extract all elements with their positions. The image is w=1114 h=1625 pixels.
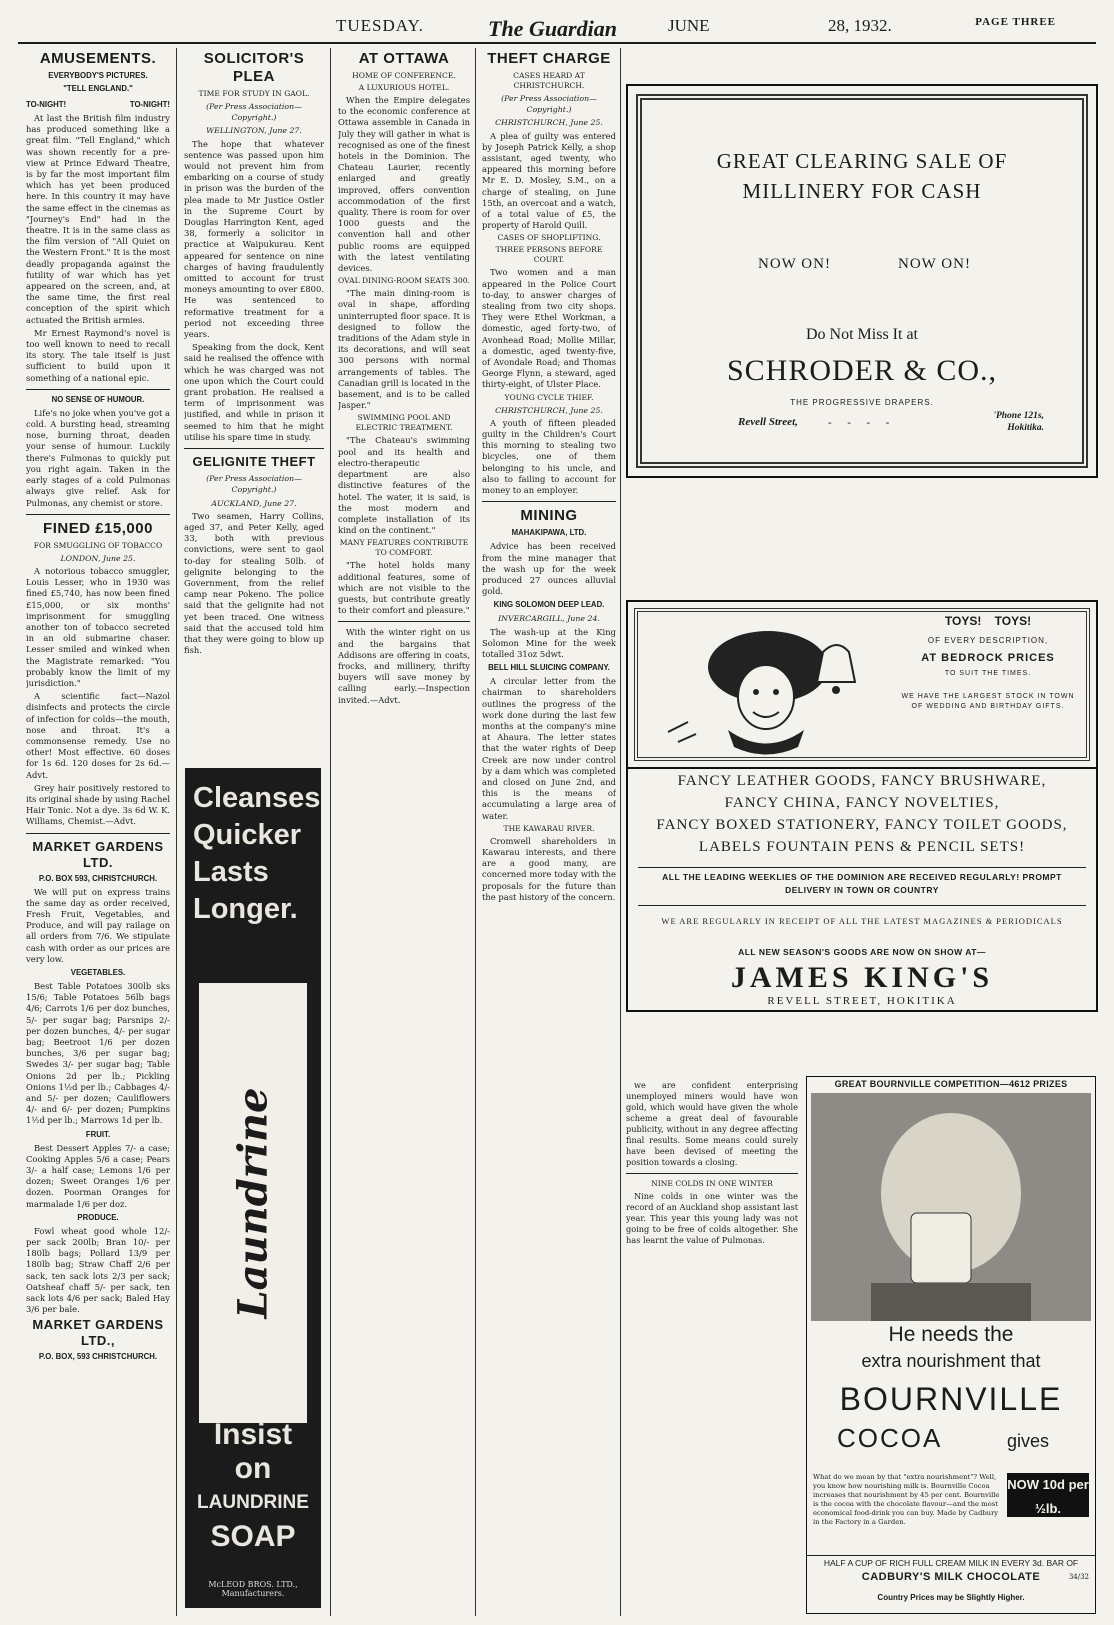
- bell-hill-heading: BELL HILL SLUICING COMPANY.: [488, 663, 610, 673]
- fined-dateline: LONDON, June 25.: [60, 553, 136, 563]
- child-drinking-photo: [811, 1093, 1091, 1321]
- theft-body: A plea of guilty was entered by Joseph Patrick Kelly, a shop assistant, aged twenty, who appeared this morning before Mr E. D. Mosley, S.M., on a charge of stealing, on June 15th, an overcoat and a watch, of a total value of £5, the property of Harold Quill.: [482, 130, 616, 231]
- column-amusements: [26, 48, 170, 1616]
- dining-body: "The main dining-room is oval in shape, affording uninterrupted floor space. It is designed to follow the traditions of the Adam style in its decorations, and will seat 300 persons with normal arrangements of tables. The Canadian grill is located in the basement, and is to be called Jasper.": [338, 288, 470, 411]
- fruit-list: Best Dessert Apples 7/- a case; Cooking Apples 5/6 a case; Pears 3/- a half case; Lemons 1/6 per dozen; Sweet Oranges 1/6 per dozen. Poorman Oranges for marmalade 1/6 per doz.: [26, 1142, 170, 1209]
- toys-prices: AT BEDROCK PRICES: [921, 652, 1055, 664]
- season-line: ALL NEW SEASON'S GOODS ARE NOW ON SHOW AT—: [738, 947, 986, 957]
- half-cup-line: HALF A CUP OF RICH FULL CREAM MILK IN EVERY 3d. BAR OF: [807, 1555, 1095, 1568]
- tonight-right: TO-NIGHT!: [129, 100, 170, 109]
- column-rule: [475, 48, 476, 1616]
- now-on-right: NOW ON!: [898, 256, 971, 272]
- gelignite-dateline: AUCKLAND, June 27.: [211, 498, 297, 508]
- theft-heading: THEFT CHARGE: [487, 50, 611, 67]
- fined-body: A notorious tobacco smuggler, Louis Lesser, who in 1930 was fined £5,740, has now been fined £15,000, or six months' imprisonment for smuggling another ton of tobacco secreted in an old submarine chaser. Lesser smiled and winked when the Magistrate remarked: "You probably know the limit of my jurisdiction.": [26, 565, 170, 688]
- laundrine-insist: [185, 1418, 321, 1554]
- bournville-competition: GREAT BOURNVILLE COMPETITION—4612 PRIZES: [834, 1079, 1068, 1089]
- solicitor-dateline: WELLINGTON, June 27.: [206, 126, 302, 136]
- now-on-left: NOW ON!: [758, 256, 831, 272]
- sale-heading: [628, 146, 1096, 206]
- mahakipawa-heading: MAHAKIPAWA, LTD.: [511, 528, 587, 538]
- market-footer-box: P.O. BOX, 593 CHRISTCHURCH.: [38, 1352, 158, 1362]
- toys-heading: [898, 614, 1078, 629]
- miss-line: Do Not Miss It at: [806, 326, 918, 343]
- mining-continuation: [626, 1080, 798, 1610]
- regular-line: WE ARE REGULARLY IN RECEIPT OF ALL THE LATEST MAGAZINES & PERIODICALS: [661, 916, 1063, 926]
- product-line: LAUNDRINE: [197, 1492, 309, 1513]
- fancy-line: LABELS FOUNTAIN PENS & PENCIL SETS!: [698, 839, 1026, 855]
- divider: [482, 501, 616, 502]
- divider: [338, 621, 470, 622]
- theft-credit: (Per Press Association— Copyright.): [501, 94, 597, 115]
- masthead-month: JUNE: [668, 16, 710, 35]
- child-photo-illustration: [811, 1093, 1091, 1321]
- bournville-copy: What do we mean by that "extra nourishment"? Well, you know how nourishing milk is. Bournville Cocoa increases that nourishment by 45 per cent. Bournville is the cocoa with the chocolate flavour—and the most economical food-drink you can buy. Made by Cadbury in the Factory in a Garden.: [813, 1473, 1000, 1526]
- veg-list: Best Table Potatoes 300lb sks 15/6; Table Potatoes 56lb bags 4/6; Carrots 1/6 per doz bunches, 5/- per sugar bag; Parsnips 2/- per dozen bunches, 4/- per sugar bag; Beetroot 1/6 per dozen bunches, 3/6 per sugar bag; Swedes 3/- per sugar bag; Table Onions 2d per lb.; Pickling Onions 1½d per lb.; Cabbages 4/- and 5/- per dozen; Cauliflowers 4/- and 6/- per dozen; Pumpkins 1½d per lb.; Marrows 1d per lb.: [26, 981, 170, 1126]
- tonight-left: TO-NIGHT!: [26, 100, 67, 109]
- masthead-page: PAGE THREE: [975, 16, 1056, 28]
- solicitor-credit: (Per Press Association— Copyright.): [206, 102, 302, 123]
- king-solomon-dateline: INVERCARGILL, June 24.: [498, 614, 600, 624]
- toys-suit: TO SUIT THE TIMES.: [944, 670, 1032, 677]
- humour-heading: NO SENSE OF HUMOUR.: [51, 394, 145, 404]
- soap-packet: [199, 983, 307, 1423]
- ad-code: 34/32: [1068, 1573, 1089, 1581]
- bournville-brand: BOURNVILLE: [839, 1381, 1063, 1417]
- fined-subheading: FOR SMUGGLING OF TOBACCO: [33, 540, 163, 550]
- divider: [26, 833, 170, 834]
- cocoa-word: COCOA: [837, 1423, 943, 1453]
- column-theft-mining: [482, 48, 616, 1616]
- market-intro: We will put on express trains the same day as order received, Fresh Fruit, Vegetables, and Produce, and will pay railage on all orders from 7/6. We stipulate cash with order as our prices are very low.: [26, 886, 170, 964]
- dining-heading: OVAL DINING-ROOM SEATS 300.: [338, 276, 470, 286]
- fancy-line: FANCY CHINA, FANCY NOVELTIES,: [724, 795, 1000, 811]
- ottawa-heading: AT OTTAWA: [358, 50, 450, 67]
- cycle-body: A youth of fifteen pleaded guilty in the Children's Court this morning to stealing two bicycles, one of them belonging to his uncle, and also to failing to account for money to an employer.: [482, 417, 616, 496]
- king-solomon-body: The wash-up at the King Solomon Mine for the week totalled 31oz 5dwt.: [482, 626, 616, 659]
- slogan-line: Lasts: [193, 856, 269, 888]
- product-line: SOAP: [210, 1520, 296, 1553]
- masthead: [18, 6, 1096, 44]
- amusements-body-2: Mr Ernest Raymond's novel is too well known to need to recall its story. The tale itself is just sufficient to build upon it something of a national epic.: [26, 327, 170, 383]
- market-box: P.O. BOX 593, CHRISTCHURCH.: [38, 873, 158, 883]
- laundrine-brand: Laundrine: [229, 1087, 277, 1319]
- divider: [184, 448, 324, 449]
- produce-list: Fowl wheat good whole 12/- per sack 200lb; Bran 10/- per 180lb bags; Pollard 13/9 per 180lb bag; Straw Chaff 2/6 per sack, ten sack lots 2/3 per sack; Oatsheaf chaff 5/- per sack, ten sack lots 4/6 per sack; Baled Hay 3/6 per bale.: [26, 1225, 170, 1315]
- solicitor-body-2: Speaking from the dock, Kent said he realised the offence with which he was charged was not one upon which the Court could grant probation. He realised a term of imprisonment was justified, and while in prison it seemed to him that he might utilise his spare time in study.: [184, 342, 324, 442]
- amusements-heading: AMUSEMENTS.: [39, 50, 157, 67]
- cycle-heading: YOUNG CYCLE THIEF.: [504, 392, 594, 402]
- toys-word: TOYS!: [944, 614, 982, 628]
- king-toys-ad: [626, 600, 1098, 769]
- price-badge: [1007, 1473, 1089, 1534]
- column-rule: [330, 48, 331, 1616]
- insist-line: Insist: [213, 1418, 293, 1451]
- produce-heading: PRODUCE.: [77, 1212, 119, 1222]
- laundrine-maker: McLEOD BROS. LTD., Manufacturers.: [208, 1580, 298, 1598]
- price-main: NOW 10d per ½lb.: [1007, 1477, 1089, 1516]
- phone-line: 'Phone 121s,: [993, 411, 1044, 421]
- gelignite-heading: GELIGNITE THEFT: [192, 454, 316, 470]
- sale-line: MILLINERY FOR CASH: [742, 179, 982, 203]
- slogan-line: Cleanses: [193, 782, 321, 814]
- toys-desc: OF EVERY DESCRIPTION,: [927, 636, 1049, 645]
- price-sub: ½lb.-1/7, 1lb.-3/-: [1010, 1523, 1086, 1534]
- humour-body: Life's no joke when you've got a cold. A bursting head, streaming nose, burning throat, deaden your sense of humour. Luckily there's Fulmonas to quickly put you right again. Taken in the early stages of a cold Pulmonas always give relief. Ask for Pulmonas, any chemist or store.: [26, 407, 170, 508]
- fancy-line: FANCY BOXED STATIONERY, FANCY TOILET GOODS,: [656, 817, 1068, 833]
- weeklies-banner: ALL THE LEADING WEEKLIES OF THE DOMINION ARE RECEIVED REGULARLY! PROMPT DELIVERY IN TOWN OR COUNTRY: [638, 867, 1086, 906]
- fined-advt: A scientific fact—Nazol disinfects and protects the circle of infection for colds—the mouth, nose and throat. It's a commonsense remedy. Use no other! Most effective. 60 doses for 1s 6d. 120 doses for 2s 6d.—Advt.: [26, 691, 170, 780]
- schroder-dashes: - - - -: [828, 416, 896, 429]
- sale-line: GREAT CLEARING SALE OF: [716, 149, 1008, 173]
- solicitor-subheading: TIME FOR STUDY IN GAOL.: [198, 89, 310, 98]
- cadbury-milk-line: CADBURY'S MILK CHOCOLATE: [861, 1571, 1041, 1583]
- bell-hill-body: A circular letter from the chairman to shareholders outlines the progress of the work done during the last few months at the company's mine at Ahaura. The letter states that the water rights of Deep Creek are now under control by a dam which was completed and closed on June 2nd, and this is the means of accumulating a large area of water.: [482, 676, 616, 821]
- masthead-day: TUESDAY.: [336, 16, 424, 35]
- king-name: JAMES KING'S: [730, 961, 994, 994]
- laundrine-slogan: [185, 768, 321, 928]
- solicitor-heading: SOLICITOR'S PLEA: [203, 50, 305, 85]
- shoplifting-subheading: THREE PERSONS BEFORE COURT.: [495, 245, 603, 265]
- bournville-ad: [806, 1076, 1096, 1614]
- theft-subheading: CASES HEARD AT CHRISTCHURCH.: [513, 71, 585, 90]
- slogan-line: Quicker: [193, 819, 301, 851]
- schroder-phone: [993, 410, 1044, 434]
- column-rule: [620, 48, 621, 1616]
- country-prices: Country Prices may be Slightly Higher.: [877, 1593, 1025, 1602]
- laundrine-ad: [185, 768, 321, 1608]
- king-fancy-goods-ad: [626, 765, 1098, 1012]
- column-rule: [176, 48, 177, 1616]
- divider: [26, 514, 170, 515]
- fined-heading: FINED £15,000: [43, 519, 153, 537]
- divider: [626, 1173, 798, 1174]
- schroder-name: SCHRODER & CO.,: [726, 354, 998, 387]
- film-title: "TELL ENGLAND.": [63, 84, 133, 93]
- ottawa-subheading: HOME OF CONFERENCE.: [352, 71, 456, 80]
- pool-heading: SWIMMING POOL AND ELECTRIC TREATMENT.: [355, 413, 453, 433]
- solicitor-body: The hope that whatever sentence was passed upon him would not prevent him from embarking on a course of study in prison was the burden of the plea made to Mr Justice Ostler in the Supreme Court by Douglas Harrington Kent, aged 38, formerly a solicitor in practice at Waipukurau. Kent appeared for sentence on nine charges of having fraudulently omitted to account for trust moneys amounting to over £800. He was sentenced to reformative treatment for a period not exceeding three years.: [184, 138, 324, 340]
- fined-advt-2: Grey hair positively restored to its original shade by using Rachel Hair Tonic. Not a dye. 3s 6d W. K. Williams, Chemist.—Advt.: [26, 782, 170, 827]
- insist-line: on: [234, 1452, 272, 1485]
- amusements-body: At last the British film industry has produced something like a great film. "Tell England," which was shown recently for a pre-view at Prince Edward Theatre, is by far the most important film which has yet been produced here. In this country it may have the same effect in the cinemas as "Journey's End" had in the theatre. It is in the same class as the film version of "All Quiet on the Western Front." It is the most deadly propaganda against the futility of war which has yet appeared on the screen, and, at the same time, the first real conception of the spirit which actuated the British armies.: [26, 113, 170, 325]
- pool-body: "The Chateau's swimming pool and its health and electro-therapeutic department are also distinctive features of the hotel. The water, it is said, is the most modern and complete installation of its kind on the continent.": [338, 435, 470, 536]
- gelignite-credit: (Per Press Association— Copyright.): [206, 474, 302, 495]
- schroder-tagline: THE PROGRESSIVE DRAPERS.: [790, 398, 934, 407]
- shoplifting-body: Two women and a man appeared in the Police Court to-day, to answer charges of stealing from two city shops. They were Ethel Workman, a domestic, aged forty-two, of Avonhead Road; Mollie Millar, a domestic, aged twenty-five, of Avondale Road; and Thomas George Flynn, a steward, aged thirty-eight, of Ulster Place.: [482, 267, 616, 390]
- winter-body: Nine colds in one winter was the record of an Auckland shop assistant last year. This year this young lady was not going to be free of colds altogether. She has learnt the value of Pulmonas.: [626, 1191, 798, 1245]
- comfort-heading: MANY FEATURES CONTRIBUTE TO COMFORT.: [339, 538, 469, 558]
- needs-line: He needs the: [888, 1323, 1014, 1346]
- theatre-name: EVERYBODY'S PICTURES.: [48, 71, 148, 80]
- schroder-street: Revell Street,: [738, 416, 798, 428]
- kawarau-heading: THE KAWARAU RIVER.: [503, 823, 595, 833]
- masthead-paper-title: The Guardian: [488, 16, 617, 41]
- ottawa-body: When the Empire delegates to the economic conference at Ottawa assemble in Canada in July they will gather in what is recognised as one of the finest hotels in the Dominion. The Chateau Laurier, recently enlarged and greatly improved, offers convention accommodation of the first quality. There is room for over 1000 guests and the convention hall and other public rooms are equipped with the latest ventilating devices.: [338, 95, 470, 274]
- cycle-dateline: CHRISTCHURCH, June 25.: [495, 405, 603, 415]
- town-line: Hokitika.: [1007, 423, 1044, 433]
- toys-stock: WE HAVE THE LARGEST STOCK IN TOWN OF WEDDING AND BIRTHDAY GIFTS.: [901, 693, 1075, 710]
- mahakipawa-body: Advice has been received from the mine manager that the wash up for the week produced 27 ounces alluvial gold.: [482, 541, 616, 597]
- mining-heading: MINING: [520, 507, 578, 525]
- mining-continuation-body: we are confident enterprising unemployed miners would have won gold, which would have given the whole scheme a great deal of favourable publicity, without in any degree affecting final results. Some means could surely have been devised of meeting the position towards a closing.: [626, 1080, 798, 1167]
- divider: [26, 389, 170, 390]
- kawarau-body: Cromwell shareholders in Kawarau interests, and there are a good many, are concerned more today with the proposals for the future than the past history of the concern.: [482, 835, 616, 902]
- ottawa-advt: With the winter right on us and the bargains that Addisons are offering in coats, frocks, and millinery, thrifty buyers will save money by calling early.—Inspection invited.—Advt.: [338, 627, 470, 705]
- market-footer: MARKET GARDENS LTD.,: [32, 1317, 164, 1349]
- winter-heading: NINE COLDS IN ONE WINTER: [651, 1179, 773, 1188]
- slogan-line: Longer.: [193, 893, 298, 925]
- schroder-ad: [626, 84, 1098, 478]
- fancy-line: FANCY LEATHER GOODS, FANCY BRUSHWARE,: [677, 773, 1047, 789]
- gelignite-body: Two seamen, Harry Collins, aged 37, and Peter Kelly, aged 33, both with previous convictions, were sent to gaol to-day for stealing 50lb. of gelignite belonging to the Government, from the relief camp near Pokeno. The police said that the gelignite had not yet been traced. One witness said that the accused told him that they were going to blow up fish.: [184, 510, 324, 656]
- king-street: REVELL STREET, HOKITIKA: [767, 995, 957, 1007]
- masthead-date: 28, 1932.: [828, 16, 892, 35]
- gives-word: gives: [1007, 1431, 1050, 1451]
- market-heading: MARKET GARDENS LTD.: [32, 838, 164, 870]
- fruit-heading: FRUIT.: [85, 1129, 111, 1139]
- extra-line: extra nourishment that: [861, 1351, 1041, 1371]
- toys-word: TOYS!: [994, 614, 1032, 628]
- jester-bell-illustration: [648, 612, 868, 757]
- column-ottawa: [338, 48, 470, 1616]
- tonight-row: [26, 97, 170, 113]
- column-solicitor: [184, 48, 324, 763]
- theft-dateline: CHRISTCHURCH, June 25.: [495, 118, 603, 128]
- ottawa-subheading-2: A LUXURIOUS HOTEL.: [358, 83, 450, 92]
- shoplifting-heading: CASES OF SHOPLIFTING.: [497, 233, 601, 243]
- comfort-body: "The hotel holds many additional features, some of which are not visible to the guests, but contribute greatly to their comfort and pleasure.": [338, 560, 470, 616]
- veg-heading: VEGETABLES.: [70, 968, 126, 977]
- king-solomon-heading: KING SOLOMON DEEP LEAD.: [493, 600, 605, 610]
